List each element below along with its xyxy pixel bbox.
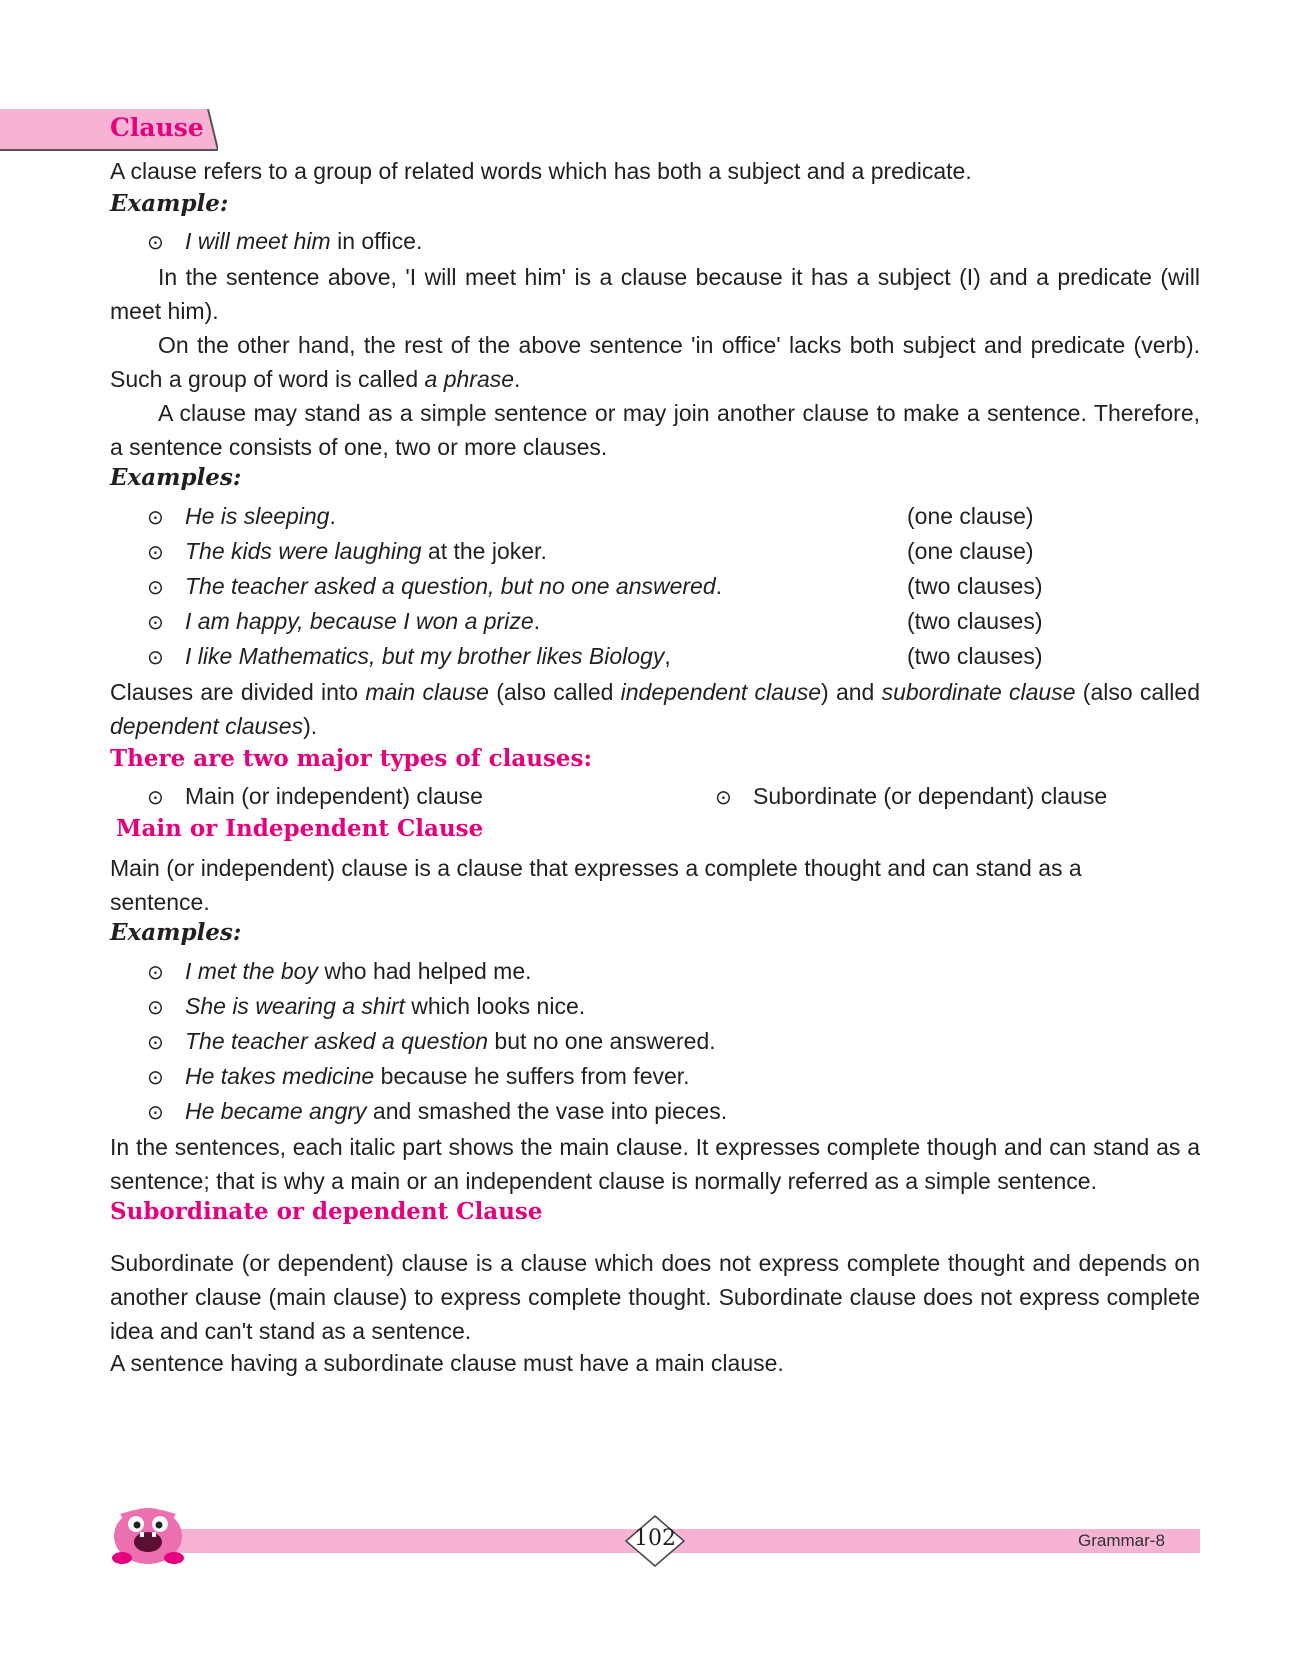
example-row	[147, 499, 336, 533]
paragraph-3	[110, 328, 1200, 396]
clause-count-note: (two clauses)	[907, 643, 1043, 669]
main-example	[147, 954, 532, 988]
example-rest: but no one answered.	[488, 1028, 716, 1054]
bullet-icon: ⊙	[147, 232, 164, 254]
italic-term: main clause	[365, 679, 489, 705]
example-rest: which looks nice.	[404, 993, 586, 1019]
bullet-icon: ⊙	[147, 647, 164, 669]
subordinate-clause-definition: Subordinate (or dependent) clause is a clause which does not express complete thought and depends on another clause (main clause) to express complete thought. Subordinate clause does not express complete idea and can't stand as a sentence.	[110, 1250, 1200, 1344]
clause-count-note: (two clauses)	[907, 608, 1043, 634]
example-italic: He is sleeping	[185, 503, 330, 529]
main-example	[147, 1094, 727, 1128]
example-row	[147, 604, 540, 638]
bullet-icon: ⊙	[147, 997, 164, 1019]
bullet-icon: ⊙	[147, 962, 164, 984]
type-label: Subordinate (or dependant) clause	[753, 783, 1108, 809]
bullet-icon: ⊙	[147, 1067, 164, 1089]
example-rest: in office.	[330, 228, 423, 254]
text: (also called	[1075, 679, 1200, 705]
example-italic: The teacher asked a question, but no one answered	[185, 573, 716, 599]
paragraph-3-text: On the other hand, the rest of the above sentence 'in office' lacks both subject and predicate (verb). Such a group of word is called	[110, 332, 1200, 392]
italic-term: dependent clauses	[110, 713, 304, 739]
example-italic: I like Mathematics, but my brother likes Biology	[185, 643, 665, 669]
example-italic: The kids were laughing	[185, 538, 422, 564]
bullet-icon: ⊙	[147, 1032, 164, 1054]
example-rest: .	[329, 503, 336, 529]
monster-mascot-icon	[106, 1496, 190, 1568]
example-item	[147, 224, 422, 258]
example-italic: He became angry	[185, 1098, 367, 1124]
page-title: Clause	[110, 113, 204, 142]
text: ).	[303, 713, 318, 739]
page-number: 102	[634, 1526, 676, 1551]
subordinate-clause-note: A sentence having a subordinate clause must have a main clause.	[110, 1350, 784, 1376]
paragraph-4: A clause may stand as a simple sentence or may join another clause to make a sentence. Therefore, a sentence consists of one, two or more clauses.	[110, 400, 1200, 460]
main-example	[147, 1059, 690, 1093]
example-italic: I met the boy	[185, 958, 318, 984]
example-row	[147, 534, 547, 568]
main-clause-definition: Main (or independent) clause is a clause that expresses a complete thought and can stand as a sentence.	[110, 855, 1082, 915]
examples-label: Examples:	[110, 464, 242, 491]
italic-term: independent clause	[620, 679, 822, 705]
main-example	[147, 1024, 716, 1058]
bullet-icon: ⊙	[147, 542, 164, 564]
example-rest: .	[715, 573, 723, 599]
example-italic: She is wearing a shirt	[185, 993, 405, 1019]
example-rest: at the joker.	[421, 538, 547, 564]
bullet-icon: ⊙	[715, 787, 732, 809]
clause-count-note: (two clauses)	[907, 573, 1043, 599]
example-italic: The teacher asked a question	[185, 1028, 489, 1054]
types-heading: There are two major types of clauses:	[110, 745, 592, 772]
bullet-icon: ⊙	[147, 507, 164, 529]
clause-count-note: (one clause)	[907, 538, 1034, 564]
text: Clauses are divided into	[110, 679, 366, 705]
main-clause-heading: Main or Independent Clause	[116, 815, 484, 842]
main-clause-note: In the sentences, each italic part shows the main clause. It expresses complete though and can stand as a sentence; that is why a main or an independent clause is normally referred as a simple sentence.	[110, 1134, 1200, 1194]
italic-term: subordinate clause	[881, 679, 1076, 705]
example-label: Example:	[110, 190, 229, 217]
book-title: Grammar-8	[1078, 1531, 1165, 1550]
bullet-icon: ⊙	[147, 1102, 164, 1124]
example-rest: ,	[664, 643, 671, 669]
main-example	[147, 989, 585, 1023]
intro-text: A clause refers to a group of related words which has both a subject and a predicate.	[110, 158, 972, 184]
bullet-icon: ⊙	[147, 612, 164, 634]
text: ) and	[821, 679, 882, 705]
example-row	[147, 569, 722, 603]
example-rest: because he suffers from fever.	[374, 1063, 690, 1089]
type-label: Main (or independent) clause	[185, 783, 483, 809]
subordinate-clause-heading: Subordinate or dependent Clause	[110, 1198, 543, 1225]
bullet-icon: ⊙	[147, 787, 164, 809]
example-row	[147, 639, 671, 673]
example-rest: .	[533, 608, 540, 634]
bullet-icon: ⊙	[147, 577, 164, 599]
paragraph-5	[110, 675, 1200, 743]
example-italic: I will meet him	[185, 228, 331, 254]
clause-count-note: (one clause)	[907, 503, 1034, 529]
example-italic: He takes medicine	[185, 1063, 375, 1089]
example-italic: I am happy, because I won a prize	[185, 608, 534, 634]
type-item	[147, 779, 483, 813]
paragraph-3-end: .	[514, 366, 521, 392]
paragraph-3-italic: a phrase	[424, 366, 515, 392]
paragraph-2: In the sentence above, 'I will meet him' is a clause because it has a subject (I) and a predicate (will meet him).	[110, 264, 1200, 324]
type-item	[715, 779, 1107, 813]
text: (also called	[488, 679, 621, 705]
example-rest: who had helped me.	[317, 958, 532, 984]
example-rest: and smashed the vase into pieces.	[366, 1098, 728, 1124]
main-examples-label: Examples:	[110, 919, 242, 946]
